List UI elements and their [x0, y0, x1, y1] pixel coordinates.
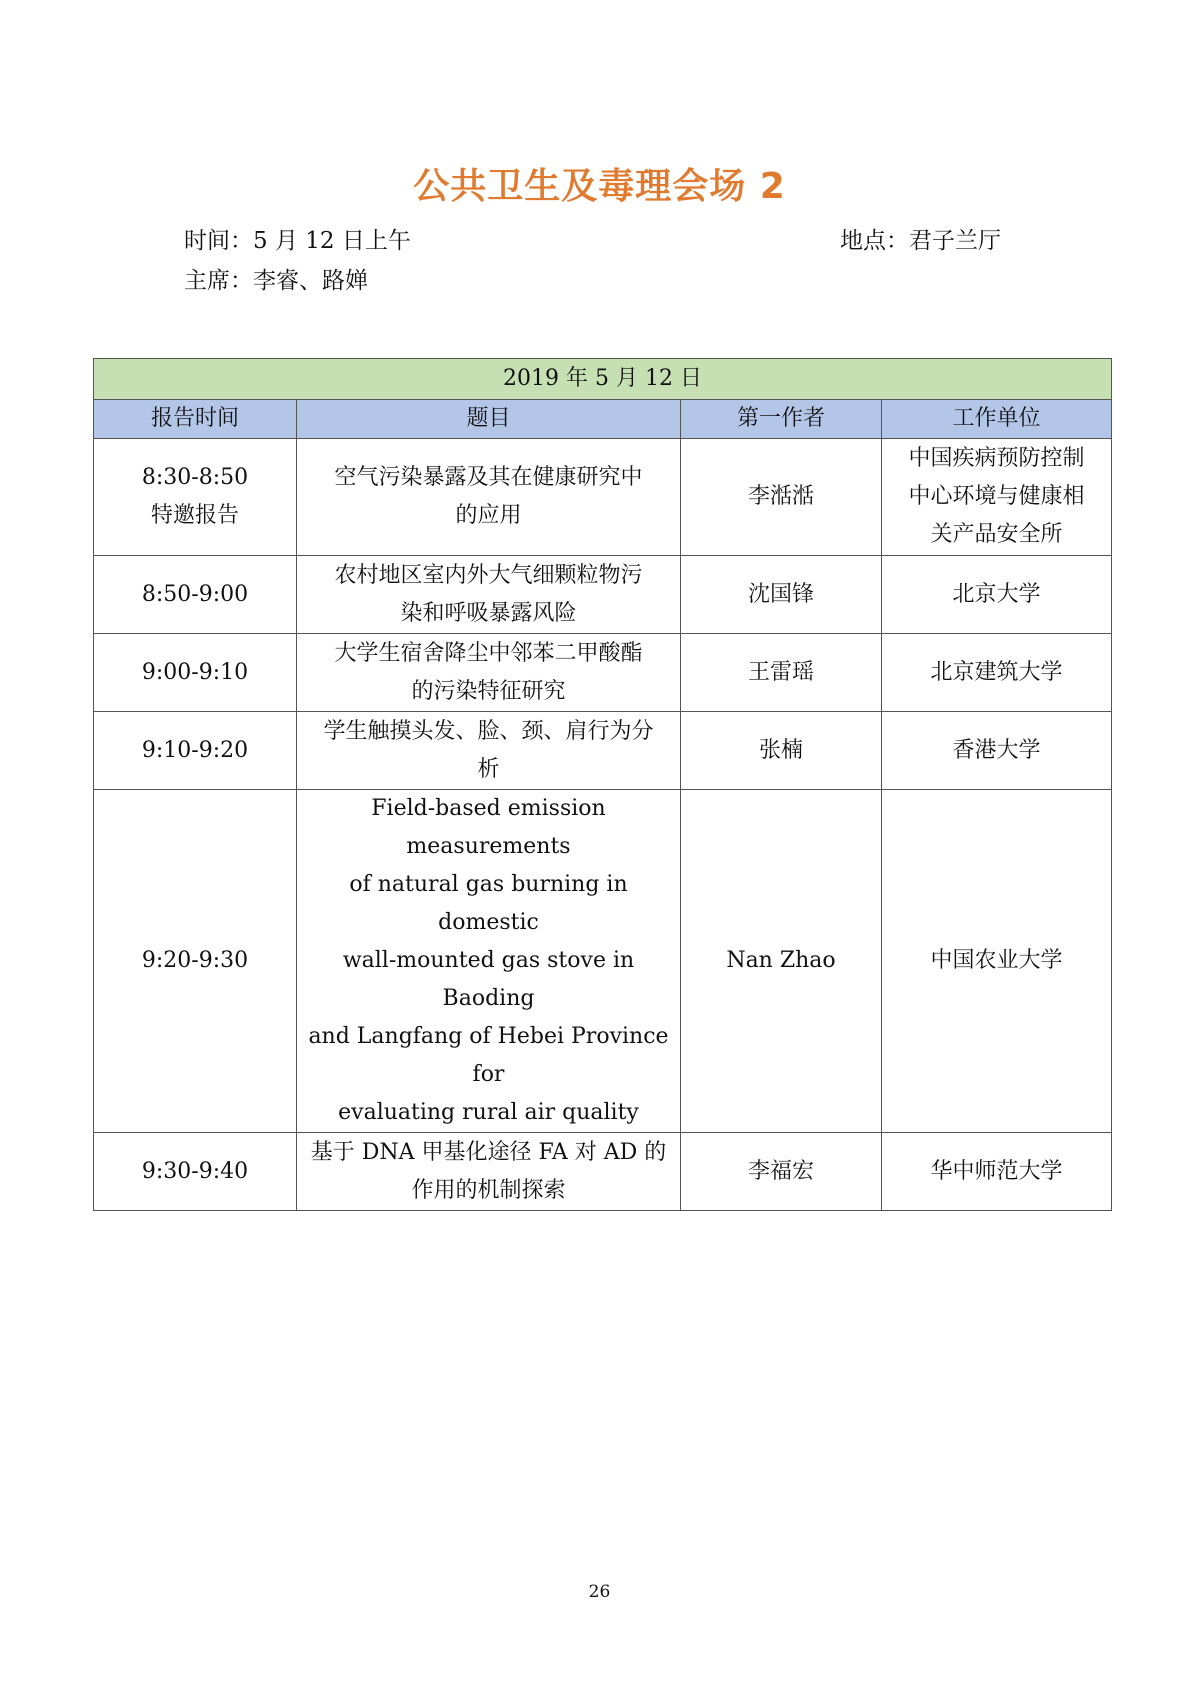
page-number: 26 — [588, 1582, 611, 1602]
topic-line: 农村地区室内外大气细颗粒物污 — [334, 562, 643, 588]
org-cell — [882, 439, 1112, 556]
topic-line: evaluating rural air quality — [338, 1100, 639, 1125]
header-topic: 题目 — [297, 400, 681, 439]
table-row — [94, 1133, 1112, 1211]
topic-line: 大学生宿舍降尘中邻苯二甲酸酯 — [334, 640, 643, 666]
header-row — [94, 400, 1112, 439]
topic-cell — [297, 712, 681, 790]
topic-line: 的应用 — [455, 503, 522, 528]
topic-line: 染和呼吸暴露风险 — [400, 600, 577, 626]
author-cell: 张楠 — [681, 712, 882, 790]
topic-line: 基于 DNA 甲基化途径 FA 对 AD 的 — [310, 1139, 667, 1165]
table-row — [94, 634, 1112, 712]
schedule-table — [93, 358, 1112, 1211]
topic-line: 析 — [477, 756, 500, 782]
date-cell: 2019 年 5 月 12 日 — [94, 359, 1112, 400]
time-cell: 9:30-9:40 — [94, 1133, 297, 1211]
time-cell: 9:10-9:20 — [94, 712, 297, 790]
session-place: 地点：君子兰厅 — [840, 228, 1001, 254]
topic-line: Field-based emission measurements — [371, 796, 606, 859]
table-row — [94, 712, 1112, 790]
org-line: 关产品安全所 — [930, 522, 1063, 547]
session-chair: 主席：李睿、路婵 — [184, 268, 368, 294]
topic-line: and Langfang of Hebei Province for — [308, 1024, 669, 1087]
org-cell: 香港大学 — [882, 712, 1112, 790]
page-title: 公共卫生及毒理会场 2 — [413, 166, 786, 207]
org-cell: 北京建筑大学 — [882, 634, 1112, 712]
topic-line: 作用的机制探索 — [411, 1177, 566, 1203]
time-line: 8:30-8:50 — [141, 465, 249, 490]
topic-line: of natural gas burning in domestic — [349, 872, 628, 935]
time-cell: 9:20-9:30 — [94, 790, 297, 1133]
author-cell: 李湉湉 — [681, 439, 882, 556]
topic-cell — [297, 556, 681, 634]
date-row — [94, 359, 1112, 400]
topic-cell — [297, 439, 681, 556]
time-cell: 8:50-9:00 — [94, 556, 297, 634]
author-cell: 李福宏 — [681, 1133, 882, 1211]
topic-line: 的污染特征研究 — [411, 678, 566, 704]
header-time: 报告时间 — [94, 400, 297, 439]
org-cell: 北京大学 — [882, 556, 1112, 634]
table-row — [94, 439, 1112, 556]
topic-cell — [297, 634, 681, 712]
topic-cell — [297, 1133, 681, 1211]
topic-line: 空气污染暴露及其在健康研究中 — [334, 465, 643, 490]
author-cell: 王雷瑶 — [681, 634, 882, 712]
org-cell: 华中师范大学 — [882, 1133, 1112, 1211]
org-cell: 中国农业大学 — [882, 790, 1112, 1133]
topic-cell — [297, 790, 681, 1133]
org-line: 中国疾病预防控制 — [908, 446, 1085, 471]
author-cell: 沈国锋 — [681, 556, 882, 634]
author-cell: Nan Zhao — [681, 790, 882, 1133]
org-line: 中心环境与健康相 — [908, 484, 1085, 509]
time-line: 特邀报告 — [150, 503, 239, 528]
table-row — [94, 556, 1112, 634]
topic-line: 学生触摸头发、脸、颈、肩行为分 — [323, 718, 654, 744]
topic-line: wall-mounted gas stove in Baoding — [342, 948, 635, 1011]
time-cell: 9:00-9:10 — [94, 634, 297, 712]
header-org: 工作单位 — [882, 400, 1112, 439]
header-author: 第一作者 — [681, 400, 882, 439]
session-time: 时间：5 月 12 日上午 — [184, 228, 411, 254]
time-cell — [94, 439, 297, 556]
table-row — [94, 790, 1112, 1133]
